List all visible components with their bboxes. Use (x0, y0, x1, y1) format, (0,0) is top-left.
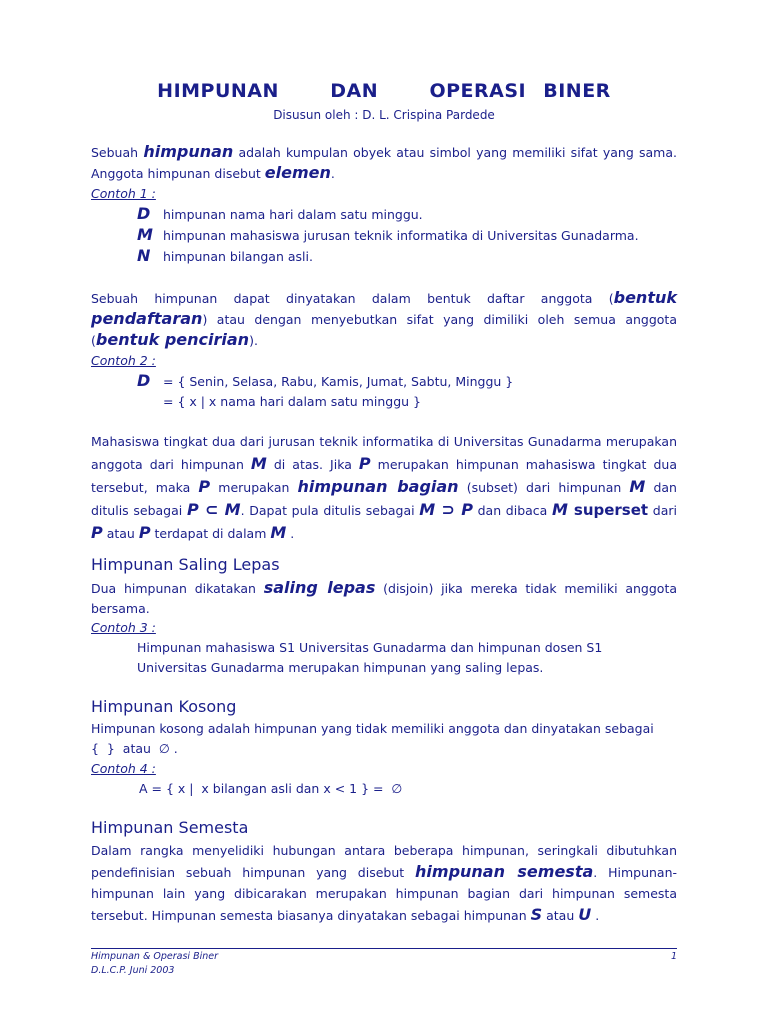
text: dari (648, 503, 677, 518)
example-1 (91, 184, 677, 267)
text: . Himpunan-himpunan lain yang dibicarakan merupakan himpunan bagian dari himpunan semesta tersebut. Himpunan semesta biasanya dinyatakan sebagai himpunan (91, 865, 678, 923)
text: . Dapat pula ditulis sebagai (240, 503, 420, 518)
term-saling-lepas: saling lepas (263, 578, 376, 597)
text: Dalam rangka menyelidiki hubungan antara beberapa himpunan, seringkali dibutuhkan pendefinisian sebuah himpunan yang disebut (91, 843, 677, 880)
author-line: Disusun oleh : D. L. Crispina Pardede (273, 108, 495, 122)
set-symbol: S (530, 905, 543, 924)
set-definition-list (137, 371, 677, 392)
empty-set-paragraph (91, 719, 677, 799)
set-symbol: P (91, 523, 103, 542)
term-bentuk-pencirian: bentuk pencirian (95, 330, 250, 349)
text: terdapat di dalam (150, 526, 271, 541)
text: ). (249, 333, 258, 348)
empty-set-notation: { } atau ∅ . (91, 741, 178, 756)
subset-formula: P ⊂ M (186, 500, 241, 519)
set-builder: = { x | x nama hari dalam satu minggu } (163, 394, 421, 409)
set-symbol: M (137, 225, 153, 244)
set-definition-rule (163, 392, 677, 412)
text: . (286, 526, 295, 541)
text: atau (102, 526, 139, 541)
item-text: himpunan mahasiswa jurusan teknik informatika di Universitas Gunadarma. (163, 228, 639, 243)
set-symbol: M (552, 500, 568, 519)
example-text: Himpunan mahasiswa S1 Universitas Gunadarma dan himpunan dosen S1 Universitas Gunadarma merupakan himpunan yang saling lepas. (137, 640, 603, 675)
term-bentuk-pendaftaran: bentuk pendaftaran (91, 288, 677, 328)
text: adalah kumpulan obyek atau simbol yang memiliki sifat yang sama. Anggota himpunan disebut (91, 145, 677, 181)
item-text: himpunan bilangan asli. (163, 249, 313, 264)
intro-paragraph (91, 142, 677, 184)
set-symbol: P (358, 454, 371, 473)
footer-line-1 (91, 951, 677, 962)
set-symbol: M (270, 523, 287, 542)
section-heading-himpunan-kosong: Himpunan Kosong (91, 697, 237, 716)
text: atau (542, 908, 579, 923)
example-label: Contoh 3 : (91, 620, 156, 635)
example-label: Contoh 2 : (91, 353, 156, 368)
text: dan dibaca (472, 503, 553, 518)
set-symbol: D (137, 204, 151, 223)
text: Sebuah himpunan dapat dinyatakan dalam bentuk daftar anggota ( (91, 291, 614, 306)
text: merupakan (210, 480, 298, 495)
term-elemen: elemen (264, 163, 331, 182)
set-symbol: M (250, 454, 267, 473)
footer-title: Himpunan & Operasi Biner (91, 951, 219, 962)
example-3 (91, 618, 677, 678)
item-text: himpunan nama hari dalam satu minggu. (163, 207, 423, 222)
section-heading-himpunan-semesta: Himpunan Semesta (91, 818, 249, 837)
superset-formula: M ⊃ P (419, 500, 473, 519)
text: Sebuah (91, 145, 144, 160)
text: . (591, 908, 600, 923)
example-label: Contoh 1 : (91, 186, 156, 201)
text: (subset) dari himpunan (458, 480, 630, 495)
page-number: 1 (670, 951, 677, 962)
example-2 (91, 351, 677, 412)
document-title: HIMPUNAN DAN OPERASI BINER (157, 80, 611, 102)
text: merupakan himpunan mahasiswa tingkat dua tersebut, maka (91, 457, 677, 495)
term-himpunan-semesta: himpunan semesta (415, 862, 594, 881)
set-symbol: U (578, 905, 592, 924)
term-himpunan-bagian: himpunan bagian (297, 477, 459, 496)
text: ) atau dengan menyebutkan sifat yang dimiliki oleh semua anggota ( (91, 312, 677, 348)
section-heading-saling-lepas: Himpunan Saling Lepas (91, 555, 280, 574)
list-item (137, 204, 677, 225)
disjoint-paragraph (91, 578, 677, 619)
universal-set-paragraph (91, 840, 677, 926)
representation-paragraph (91, 288, 677, 351)
term-himpunan: himpunan (143, 142, 234, 161)
text: di atas. Jika (266, 457, 359, 472)
text: dan ditulis sebagai (91, 480, 677, 518)
set-symbol: M (629, 477, 646, 496)
text: Himpunan kosong adalah himpunan yang tidak memiliki anggota dan dinyatakan sebagai (91, 721, 654, 736)
subset-paragraph (91, 431, 677, 545)
set-symbol: P (198, 477, 211, 496)
example-text: A = { x | x bilangan asli dan x < 1 } = ∅ (139, 781, 403, 796)
footer-line-2: D.L.C.P. Juni 2003 (91, 965, 175, 976)
text: (disjoin) jika mereka tidak memiliki anggota bersama. (91, 581, 678, 616)
text: . (330, 166, 335, 181)
example-label: Contoh 4 : (91, 761, 156, 776)
footer-rule (91, 948, 677, 949)
text: Mahasiswa tingkat dua dari jurusan teknik informatika di Universitas Gunadarma merupakan anggota dari himpunan (91, 434, 677, 472)
set-symbol: D (137, 371, 151, 390)
term-superset: superset (567, 501, 649, 519)
list-item (137, 225, 677, 246)
list-item (137, 246, 677, 267)
set-symbol: N (137, 246, 151, 265)
text: Dua himpunan dikatakan (91, 581, 264, 596)
set-symbol: P (138, 523, 151, 542)
set-listing: = { Senin, Selasa, Rabu, Kamis, Jumat, Sabtu, Minggu } (163, 374, 514, 389)
